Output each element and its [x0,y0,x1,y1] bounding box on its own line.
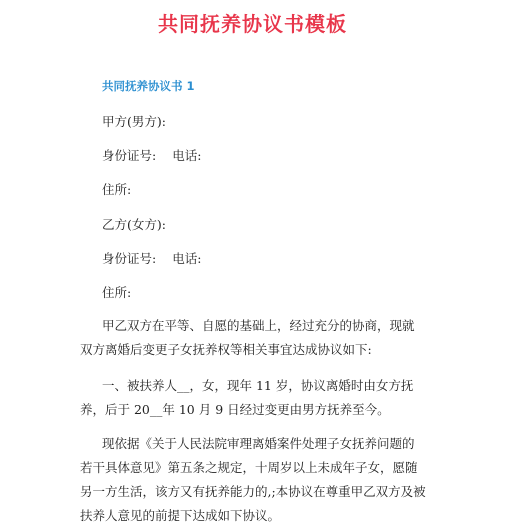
party-a-id-label: 身份证号: [102,148,157,163]
paragraph-line: 甲乙双方在平等、自愿的基础上，经过充分的协商，现就 [102,318,415,333]
party-a-label: 甲方(男方): [102,114,166,129]
paragraph-intro [80,314,420,362]
party-a-id-phone [102,146,201,164]
paragraph-line: 若干具体意见》第五条之规定，十周岁以上未成年子女，愿随 [80,460,418,475]
party-a-phone-label: 电话: [172,148,202,163]
party-b-id-phone [102,249,201,267]
agreement-heading: 共同抚养协议书 1 [102,79,195,93]
paragraph-clause-1 [80,374,420,422]
party-a-address-label: 住所: [102,182,132,197]
paragraph-line: 一、被扶养人__，女，现年 11 岁，协议离婚时由女方抚 [102,378,414,393]
paragraph-line: 现依据《关于人民法院审理离婚案件处理子女抚养问题的 [102,436,415,451]
paragraph-line: 养，后于 20__年 10 月 9 日经过变更由男方抚养至今。 [80,402,390,417]
paragraph-line: 双方离婚后变更子女抚养权等相关事宜达成协议如下: [80,342,372,357]
document-title: 共同抚养协议书模板 [158,12,347,36]
party-b-address-label: 住所: [102,285,132,300]
paragraph-legal-basis [80,432,426,528]
paragraph-line: 另一方生活，该方又有抚养能力的,;本协议在尊重甲乙双方及被 [80,484,426,499]
paragraph-line: 扶养人意见的前提下达成如下协议。 [80,508,281,523]
party-b-label: 乙方(女方): [102,217,166,232]
party-b-phone-label: 电话: [172,251,202,266]
party-b-id-label: 身份证号: [102,251,157,266]
